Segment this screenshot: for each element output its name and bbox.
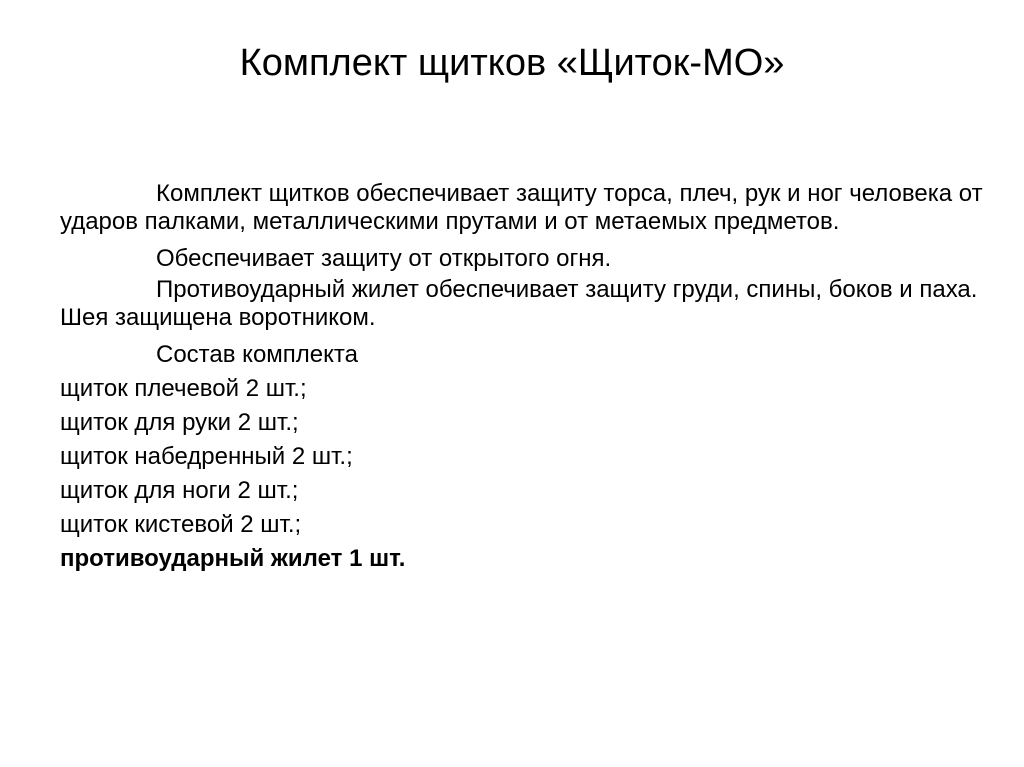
slide-title: Комплект щитков «Щиток-МО»	[239, 42, 785, 84]
list-item: щиток плечевой 2 шт.;	[60, 375, 307, 402]
list-item: щиток для руки 2 шт.;	[60, 409, 299, 436]
slide-body	[60, 180, 990, 576]
list-item: щиток для ноги 2 шт.;	[60, 477, 299, 504]
list-item-vest: противоударный жилет 1 шт.	[60, 545, 406, 572]
paragraph-fire-protection: Обеспечивает защиту от открытого огня.	[156, 245, 612, 272]
kit-contents-list	[60, 372, 990, 576]
paragraph-kit-protection: Комплект щитков обеспечивает защиту торса, плеч, рук и ног человека от ударов палками, металлическими прутами и от метаемых предметов.	[60, 180, 983, 235]
list-item: щиток кистевой 2 шт.;	[60, 511, 302, 538]
list-item: щиток набедренный 2 шт.;	[60, 443, 353, 470]
paragraph-kit-contents-heading: Состав комплекта	[156, 341, 358, 368]
paragraph-vest-protection: Противоударный жилет обеспечивает защиту груди, спины, боков и паха. Шея защищена воротником.	[60, 276, 978, 331]
